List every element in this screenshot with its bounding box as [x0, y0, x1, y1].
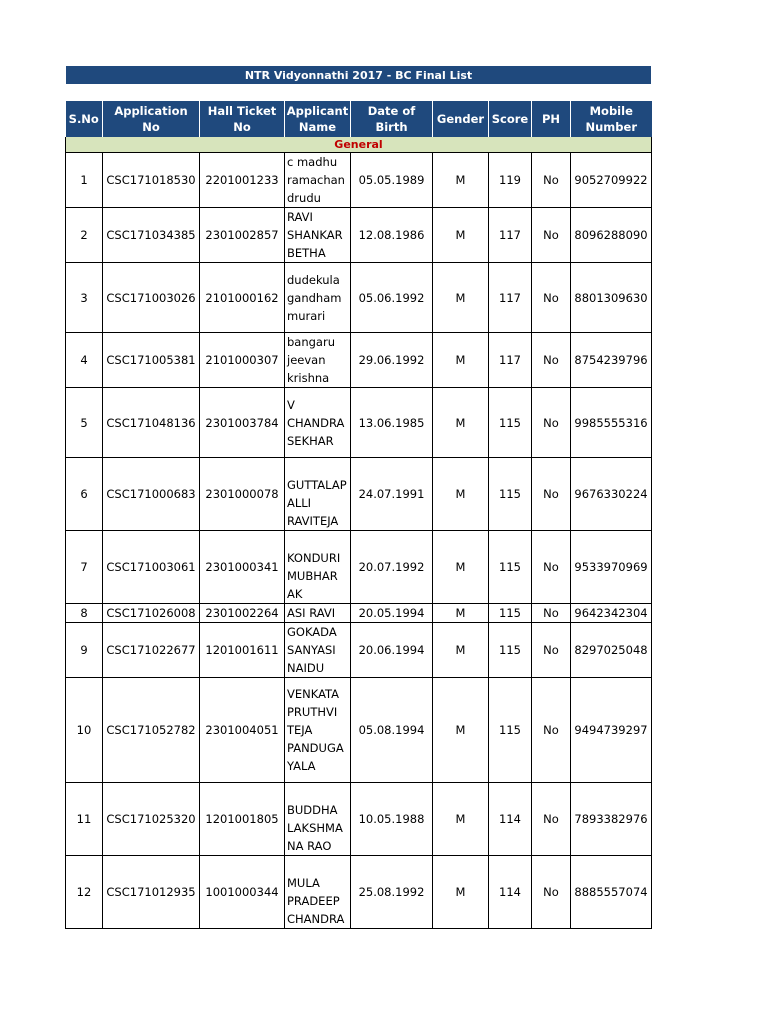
cell-date-of-birth: 20.07.1992	[351, 531, 433, 604]
cell-mobile-number: 8801309630	[571, 263, 652, 333]
cell-score: 115	[489, 388, 532, 458]
cell-gender: M	[433, 678, 489, 783]
table-row	[66, 678, 652, 783]
section-row-general	[66, 137, 652, 153]
cell-mobile-number: 9985555316	[571, 388, 652, 458]
table-row	[66, 783, 652, 856]
cell-gender: M	[433, 208, 489, 263]
header-mobile-number: Mobile Number	[571, 101, 652, 137]
cell-score: 119	[489, 153, 532, 208]
cell-applicant-name: VENKATA PRUTHVI TEJA PANDUGA YALA	[285, 678, 351, 783]
cell-ph: No	[532, 783, 571, 856]
cell-gender: M	[433, 263, 489, 333]
cell-hall-ticket-no: 1201001805	[200, 783, 285, 856]
table-row	[66, 531, 652, 604]
cell-score: 117	[489, 333, 532, 388]
table-row	[66, 208, 652, 263]
cell-gender: M	[433, 604, 489, 623]
cell-ph: No	[532, 208, 571, 263]
table-row	[66, 623, 652, 678]
cell-application-no: CSC171025320	[103, 783, 200, 856]
cell-application-no: CSC171034385	[103, 208, 200, 263]
cell-sno: 11	[66, 783, 103, 856]
table-row	[66, 263, 652, 333]
cell-date-of-birth: 05.06.1992	[351, 263, 433, 333]
cell-score: 115	[489, 531, 532, 604]
cell-applicant-name: GOKADA SANYASI NAIDU	[285, 623, 351, 678]
cell-application-no: CSC171005381	[103, 333, 200, 388]
cell-score: 115	[489, 458, 532, 531]
cell-hall-ticket-no: 1201001611	[200, 623, 285, 678]
cell-gender: M	[433, 388, 489, 458]
cell-ph: No	[532, 604, 571, 623]
cell-applicant-name: MULA PRADEEP CHANDRA	[285, 856, 351, 929]
cell-ph: No	[532, 263, 571, 333]
cell-date-of-birth: 12.08.1986	[351, 208, 433, 263]
cell-mobile-number: 9494739297	[571, 678, 652, 783]
cell-hall-ticket-no: 2301002264	[200, 604, 285, 623]
cell-ph: No	[532, 333, 571, 388]
cell-date-of-birth: 05.08.1994	[351, 678, 433, 783]
cell-sno: 12	[66, 856, 103, 929]
cell-applicant-name: GUTTALAP ALLI RAVITEJA	[285, 458, 351, 531]
cell-hall-ticket-no: 2301000341	[200, 531, 285, 604]
cell-date-of-birth: 05.05.1989	[351, 153, 433, 208]
cell-hall-ticket-no: 2101000307	[200, 333, 285, 388]
cell-hall-ticket-no: 2301003784	[200, 388, 285, 458]
cell-gender: M	[433, 623, 489, 678]
cell-score: 114	[489, 783, 532, 856]
cell-mobile-number: 9642342304	[571, 604, 652, 623]
header-gender: Gender	[433, 101, 489, 137]
cell-sno: 6	[66, 458, 103, 531]
header-application-no: Application No	[103, 101, 200, 137]
cell-score: 114	[489, 856, 532, 929]
cell-ph: No	[532, 623, 571, 678]
cell-gender: M	[433, 153, 489, 208]
section-label: General	[66, 137, 652, 153]
cell-gender: M	[433, 458, 489, 531]
cell-hall-ticket-no: 2301000078	[200, 458, 285, 531]
cell-mobile-number: 9533970969	[571, 531, 652, 604]
cell-ph: No	[532, 678, 571, 783]
cell-applicant-name: ASI RAVI	[285, 604, 351, 623]
cell-application-no: CSC171003026	[103, 263, 200, 333]
cell-application-no: CSC171018530	[103, 153, 200, 208]
cell-ph: No	[532, 153, 571, 208]
table-row	[66, 604, 652, 623]
table-row	[66, 388, 652, 458]
cell-application-no: CSC171000683	[103, 458, 200, 531]
cell-sno: 5	[66, 388, 103, 458]
cell-mobile-number: 8297025048	[571, 623, 652, 678]
cell-date-of-birth: 24.07.1991	[351, 458, 433, 531]
cell-applicant-name: BUDDHA LAKSHMA NA RAO	[285, 783, 351, 856]
cell-application-no: CSC171003061	[103, 531, 200, 604]
cell-gender: M	[433, 531, 489, 604]
cell-mobile-number: 7893382976	[571, 783, 652, 856]
cell-hall-ticket-no: 2101000162	[200, 263, 285, 333]
cell-sno: 3	[66, 263, 103, 333]
cell-sno: 8	[66, 604, 103, 623]
cell-hall-ticket-no: 2301002857	[200, 208, 285, 263]
cell-application-no: CSC171052782	[103, 678, 200, 783]
cell-application-no: CSC171048136	[103, 388, 200, 458]
cell-mobile-number: 8096288090	[571, 208, 652, 263]
cell-applicant-name: dudekula gandham murari	[285, 263, 351, 333]
cell-date-of-birth: 13.06.1985	[351, 388, 433, 458]
cell-mobile-number: 9052709922	[571, 153, 652, 208]
cell-mobile-number: 9676330224	[571, 458, 652, 531]
cell-sno: 1	[66, 153, 103, 208]
cell-mobile-number: 8754239796	[571, 333, 652, 388]
cell-applicant-name: KONDURI MUBHAR AK	[285, 531, 351, 604]
cell-applicant-name: c madhu ramachan drudu	[285, 153, 351, 208]
cell-applicant-name: bangaru jeevan krishna	[285, 333, 351, 388]
cell-ph: No	[532, 856, 571, 929]
cell-sno: 4	[66, 333, 103, 388]
document-title: NTR Vidyonnathi 2017 - BC Final List	[66, 66, 651, 84]
cell-score: 115	[489, 678, 532, 783]
header-sno: S.No	[66, 101, 103, 137]
cell-gender: M	[433, 856, 489, 929]
header-hall-ticket-no: Hall Ticket No	[200, 101, 285, 137]
header-applicant-name: Applicant Name	[285, 101, 351, 137]
cell-ph: No	[532, 388, 571, 458]
cell-score: 117	[489, 263, 532, 333]
cell-ph: No	[532, 458, 571, 531]
table-row	[66, 458, 652, 531]
cell-sno: 2	[66, 208, 103, 263]
cell-hall-ticket-no: 1001000344	[200, 856, 285, 929]
beneficiary-table	[65, 101, 652, 929]
cell-hall-ticket-no: 2201001233	[200, 153, 285, 208]
cell-gender: M	[433, 333, 489, 388]
table-row	[66, 153, 652, 208]
cell-application-no: CSC171022677	[103, 623, 200, 678]
cell-date-of-birth: 10.05.1988	[351, 783, 433, 856]
cell-date-of-birth: 20.06.1994	[351, 623, 433, 678]
header-date-of-birth: Date of Birth	[351, 101, 433, 137]
cell-applicant-name: RAVI SHANKAR BETHA	[285, 208, 351, 263]
cell-score: 117	[489, 208, 532, 263]
cell-sno: 10	[66, 678, 103, 783]
cell-date-of-birth: 20.05.1994	[351, 604, 433, 623]
table-row	[66, 856, 652, 929]
cell-date-of-birth: 29.06.1992	[351, 333, 433, 388]
cell-sno: 9	[66, 623, 103, 678]
cell-application-no: CSC171012935	[103, 856, 200, 929]
cell-mobile-number: 8885557074	[571, 856, 652, 929]
cell-date-of-birth: 25.08.1992	[351, 856, 433, 929]
cell-application-no: CSC171026008	[103, 604, 200, 623]
cell-hall-ticket-no: 2301004051	[200, 678, 285, 783]
table-row	[66, 333, 652, 388]
cell-sno: 7	[66, 531, 103, 604]
header-row	[66, 101, 652, 137]
cell-applicant-name: V CHANDRA SEKHAR	[285, 388, 351, 458]
cell-score: 115	[489, 623, 532, 678]
cell-score: 115	[489, 604, 532, 623]
header-ph: PH	[532, 101, 571, 137]
cell-gender: M	[433, 783, 489, 856]
cell-ph: No	[532, 531, 571, 604]
header-score: Score	[489, 101, 532, 137]
